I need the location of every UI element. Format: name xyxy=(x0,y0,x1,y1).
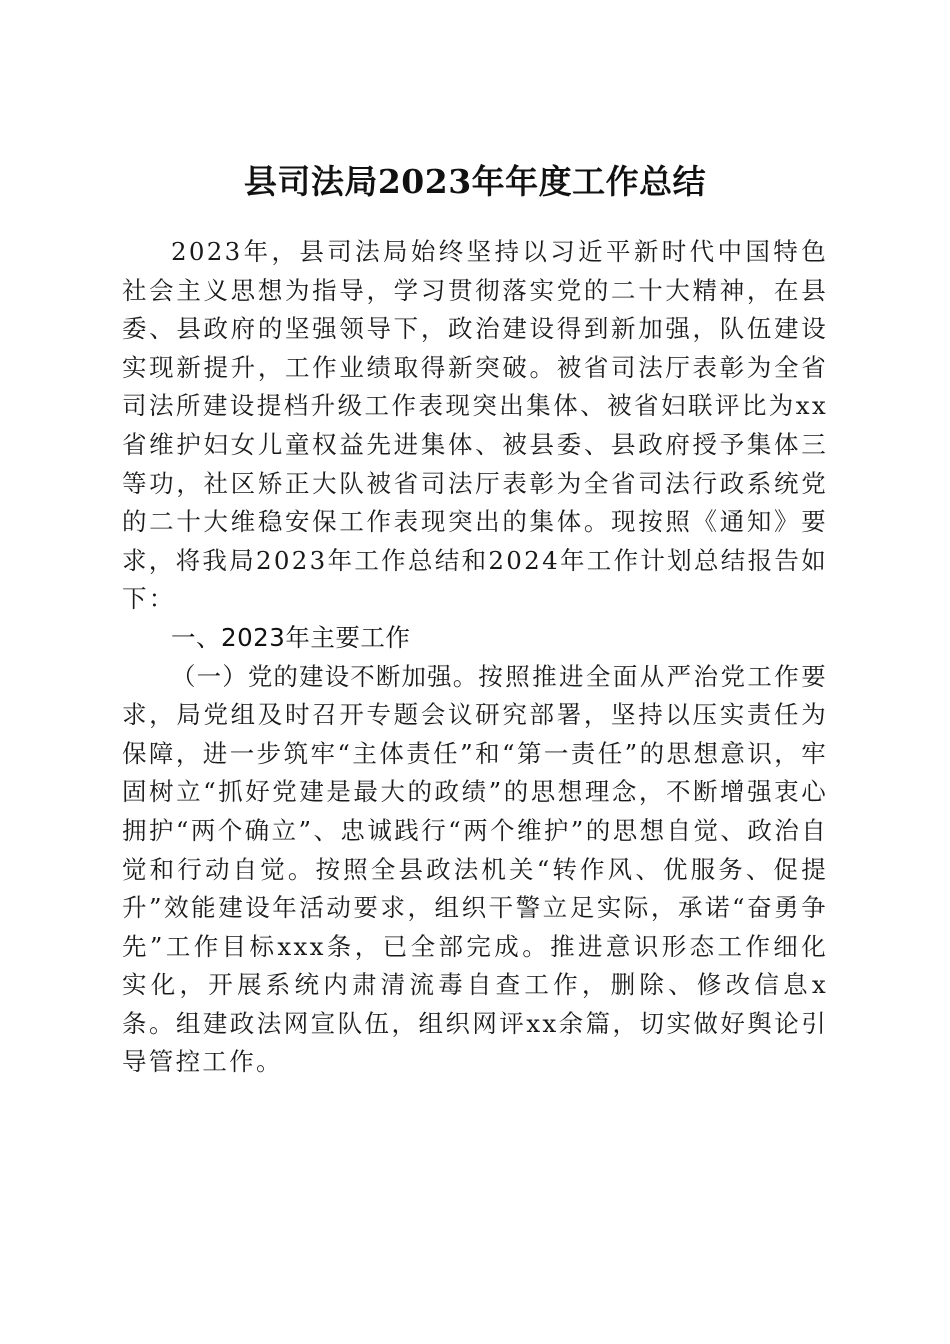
section-heading: 一、2023年主要工作 xyxy=(171,622,411,652)
intro-paragraph: 2023年，县司法局始终坚持以习近平新时代中国特色社会主义思想为指导，学习贯彻落实党的二十大精神，在县委、县政府的坚强领导下，政治建设得到新加强，队伍建设实现新提升，工作业绩取得新突破。被省司法厅表彰为全省司法所建设提档升级工作表现突出集体、被省妇联评比为xx省维护妇女儿童权益先进集体、被县委、县政府授予集体三等功，社区矫正大队被省司法厅表彰为全省司法行政系统党的二十大维稳安保工作表现突出的集体。现按照《通知》要求，将我局2023年工作总结和2024年工作计划总结报告如下： xyxy=(122,237,828,614)
document-body xyxy=(122,233,828,1082)
document-title: 县司法局2023年年度工作总结 xyxy=(243,162,707,202)
subsection-lead: （一）党的建设不断加强。 xyxy=(171,661,479,691)
subsection-body: 按照推进全面从严治党工作要求，局党组及时召开专题会议研究部署，坚持以压实责任为保障，进一步筑牢“主体责任”和“第一责任”的思想意识，牢固树立“抓好党建是最大的政绩”的思想理念，不断增强衷心拥护“两个确立”、忠诚践行“两个维护”的思想自觉、政治自觉和行动自觉。按照全县政法机关“转作风、优服务、促提升”效能建设年活动要求，组织干警立足实际，承诺“奋勇争先”工作目标xxx条，已全部完成。推进意识形态工作细化实化，开展系统内肃清流毒自查工作，删除、修改信息x条。组建政法网宣队伍，组织网评xx余篇，切实做好舆论引导管控工作。 xyxy=(122,661,828,1077)
subsection-paragraph xyxy=(122,658,828,1083)
